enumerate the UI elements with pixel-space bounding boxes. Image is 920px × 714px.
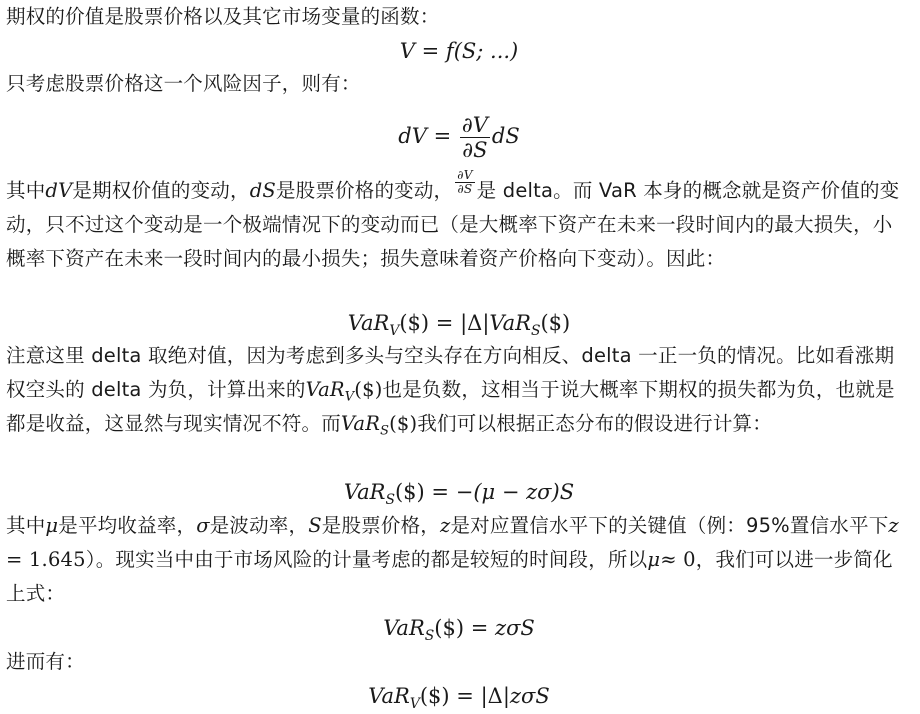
eq2-ds: dS [491,124,520,148]
paragraph-delta-absolute: 注意这里 delta 取绝对值，因为考虑到多头与空头存在方向相反、delta 一正一负的情况。比如看涨期权空头的 delta 为负，计算出来的VaR$_V$($)也是负数，这相当于说大概率下期权的损失都为负，也就是都是收益，这显然与现实情况不符。而VaR$_S$($)我们可以根据正态分布的假设进行计算： [6,344,895,439]
equation-var-v-final: VaR$_V$($) = |Δ|zσS [368,684,550,712]
eq4-rhs: −(μ − zσ)S [455,480,575,504]
paragraph-intro [6,0,912,34]
inline-dv: dV [45,178,73,202]
eq2-denominator: ∂S [462,138,488,162]
text-intro: 期权的价值是股票价格以及其它市场变量的函数： [6,5,440,28]
eq2-equals: = [433,124,452,148]
paragraph-parameters: 其中μ是平均收益率，σ是波动率，S是股票价格，z是对应置信水平下的关键值（例：95%置信水平下z= 1.645）。现实当中由于市场风险的计量考虑的都是较短的时间段，所以μ≈ 0，我们可以进一步简化上式： [6,514,899,605]
eq1-args: (S; ...) [453,39,519,63]
eq1-lhs: V [399,39,415,63]
equation-var-s-normal: VaR$_S$($) = −(μ − zσ)S [343,480,575,508]
equation-differential [6,108,912,164]
eq1-equals: = [421,39,440,63]
eq1-f: f [445,39,454,63]
equation-var-v: VaR$_V$($) = |Δ|VaR$_S$($) [347,311,571,339]
text-risk-factor: 只考虑股票价格这一个风险因子，则有： [6,72,361,95]
eq2-partial-fraction [460,113,490,162]
paragraph-therefore: 进而有： [6,650,85,673]
paragraph-delta-explanation: 其中dV是期权价值的变动，dS是股票价格的变动， $\frac{\partial V}{\partial S}$ 是 delta。而 VaR 本身的概念就是资产价值的变动，只不过这个变动是一个极端情况下的变动而已（是大概率下资产在未来一段时间内的最大损失，小概率下资产在未来一段时间内的最小损失；损失意味着资产价格向下变动）。因此： [6,168,900,270]
equation-var-s-simplified: VaR$_S$($) = zσS [383,616,535,644]
eq2-dv: dV [398,124,427,148]
paragraph-risk-factor [6,67,912,101]
inline-ds: dS [249,178,276,202]
equation-value-function [6,34,912,68]
eq2-numerator: ∂V [461,112,488,137]
inline-partial-fraction: $\frac{\partial V}{\partial S}$ [457,168,473,196]
